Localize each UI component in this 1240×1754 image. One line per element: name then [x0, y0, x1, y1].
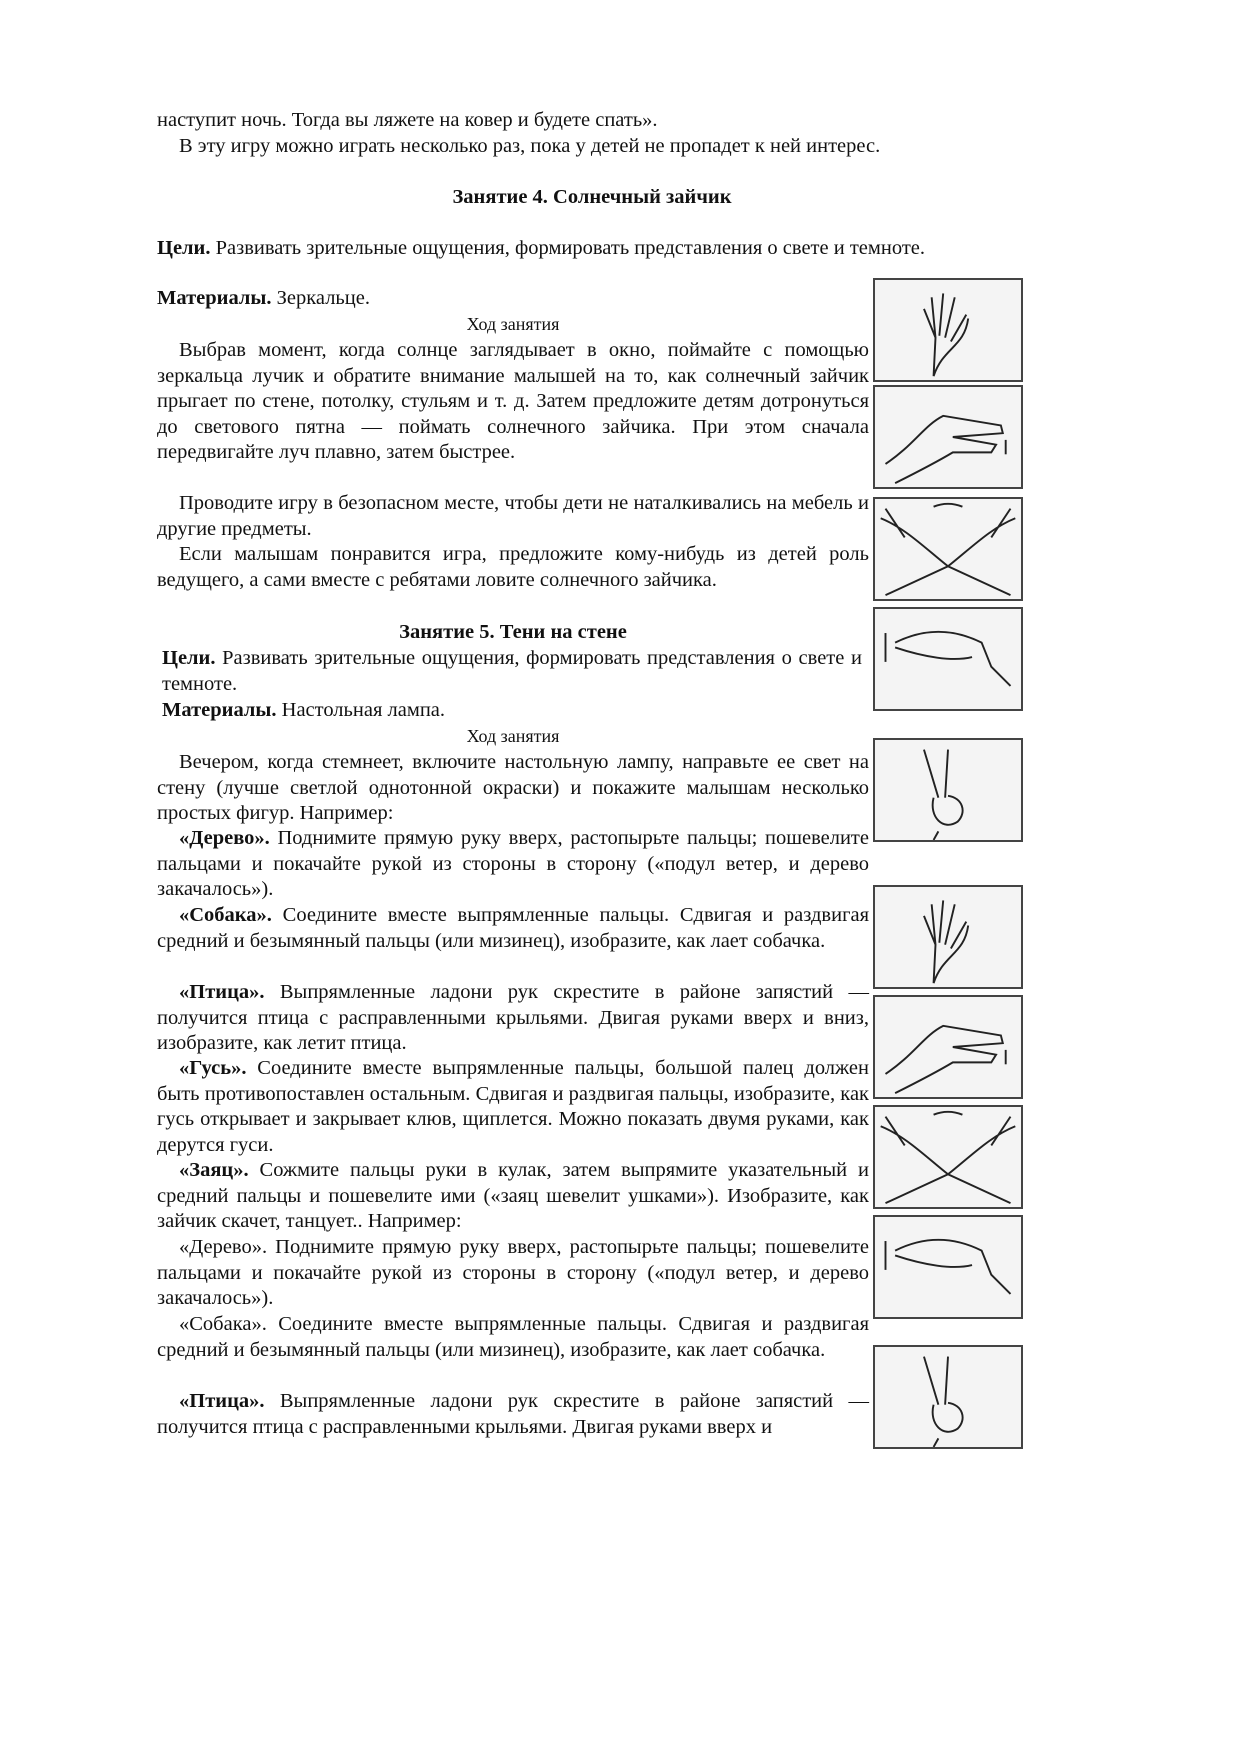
- lesson5-goals: Цели. Развивать зрительные ощущения, формировать представления о свете и темноте.: [162, 647, 862, 695]
- lesson4-paragraph: Выбрав момент, когда солнце заглядывает в окно, поймайте с помощью зеркальца лучик и обратите внимание малышей на то, как солнечный зайчик прыгает по стене, потолку, стульям и т. д. Затем предложите детям дотронуться до светового пятна — поймать солнечного зайчика. При этом сначала передвигайте луч плавно, затем быстрее.: [157, 339, 869, 464]
- hand-dog-icon: [875, 387, 1021, 487]
- hand-goose-illustration: [873, 1215, 1023, 1319]
- lesson4-materials: Материалы. Зеркальце.: [157, 287, 370, 309]
- lesson4-paragraph: Если малышам понравится игра, предложите кому-нибудь из детей роль ведущего, а сами вместе с ребятами ловите солнечного зайчика.: [157, 543, 869, 591]
- lesson4-paragraph: Проводите игру в безопасном месте, чтобы дети не наталкивались на мебель и другие предметы.: [157, 492, 869, 540]
- hands-bird-icon: [875, 499, 1021, 599]
- hands-bird-icon: [875, 1107, 1021, 1207]
- hand-dog-icon: [875, 997, 1021, 1097]
- hand-goose-icon: [875, 1217, 1021, 1317]
- hand-tree-icon: [875, 280, 1021, 380]
- lesson5-materials: Материалы. Настольная лампа.: [162, 699, 446, 721]
- figure-tree-repeat: «Дерево». Поднимите прямую руку вверх, растопырьте пальцы; пошевелите пальцами и покачайте рукой из стороны в сторону («подул ветер, и дерево закачалось»).: [157, 1236, 869, 1310]
- hand-tree-illustration: [873, 885, 1023, 989]
- lesson4-title: Занятие 4. Солнечный зайчик: [452, 186, 732, 208]
- hand-hare-icon: [875, 1347, 1021, 1447]
- figure-tree: «Дерево». Поднимите прямую руку вверх, растопырьте пальцы; пошевелите пальцами и покачайте рукой из стороны в сторону («подул ветер, и дерево закачалось»).: [157, 827, 869, 901]
- figure-bird-repeat: «Птица». Выпрямленные ладони рук скрестите в районе запястий — получится птица с расправленными крыльями. Двигая руками вверх и: [157, 1390, 869, 1438]
- hand-goose-icon: [875, 609, 1021, 709]
- hand-hare-icon: [875, 740, 1021, 840]
- hand-hare-illustration: [873, 738, 1023, 842]
- hand-hare-illustration: [873, 1345, 1023, 1449]
- hand-goose-illustration: [873, 607, 1023, 711]
- lesson5-title: Занятие 5. Тени на стене: [399, 621, 627, 643]
- intro-line: наступит ночь. Тогда вы ляжете на ковер и будете спать».: [157, 109, 658, 131]
- lesson4-goals: Цели. Развивать зрительные ощущения, формировать представления о свете и темноте.: [157, 237, 926, 259]
- lesson5-course: Ход занятия: [466, 726, 560, 746]
- figure-goose: «Гусь». Соедините вместе выпрямленные пальцы, большой палец должен быть противопоставлен остальным. Сдвигая и раздвигая пальцы, изобразите, как гусь открывает и закрывает клюв, щиплется. Можно показать двумя руками, как дерутся гуси.: [157, 1057, 869, 1156]
- hand-dog-illustration: [873, 995, 1023, 1099]
- hand-dog-illustration: [873, 385, 1023, 489]
- lesson4-course: Ход занятия: [466, 314, 560, 334]
- figure-dog-repeat: «Собака». Соедините вместе выпрямленные пальцы. Сдвигая и раздвигая средний и безымянный пальцы (или мизинец), изобразите, как лает собачка.: [157, 1313, 869, 1361]
- hand-tree-illustration: [873, 278, 1023, 382]
- figure-dog: «Собака». Соедините вместе выпрямленные пальцы. Сдвигая и раздвигая средний и безымянный пальцы (или мизинец), изобразите, как лает собачка.: [157, 904, 869, 952]
- hands-bird-illustration: [873, 497, 1023, 601]
- intro-paragraph: В эту игру можно играть несколько раз, пока у детей не пропадет к ней интерес.: [179, 135, 881, 157]
- hands-bird-illustration: [873, 1105, 1023, 1209]
- figure-hare: «Заяц». Сожмите пальцы руки в кулак, затем выпрямите указательный и средний пальцы и пошевелите ими («заяц шевелит ушками»). Изобразите, как зайчик скачет, танцует.. Например:: [157, 1159, 869, 1233]
- lesson5-intro: Вечером, когда стемнеет, включите настольную лампу, направьте ее свет на стену (лучше светлой однотонной окраски) и покажите малышам несколько простых фигур. Например:: [157, 751, 869, 825]
- hand-tree-icon: [875, 887, 1021, 987]
- figure-bird: «Птица». Выпрямленные ладони рук скрестите в районе запястий — получится птица с расправленными крыльями. Двигая руками вверх и вниз, изобразите, как летит птица.: [157, 981, 869, 1055]
